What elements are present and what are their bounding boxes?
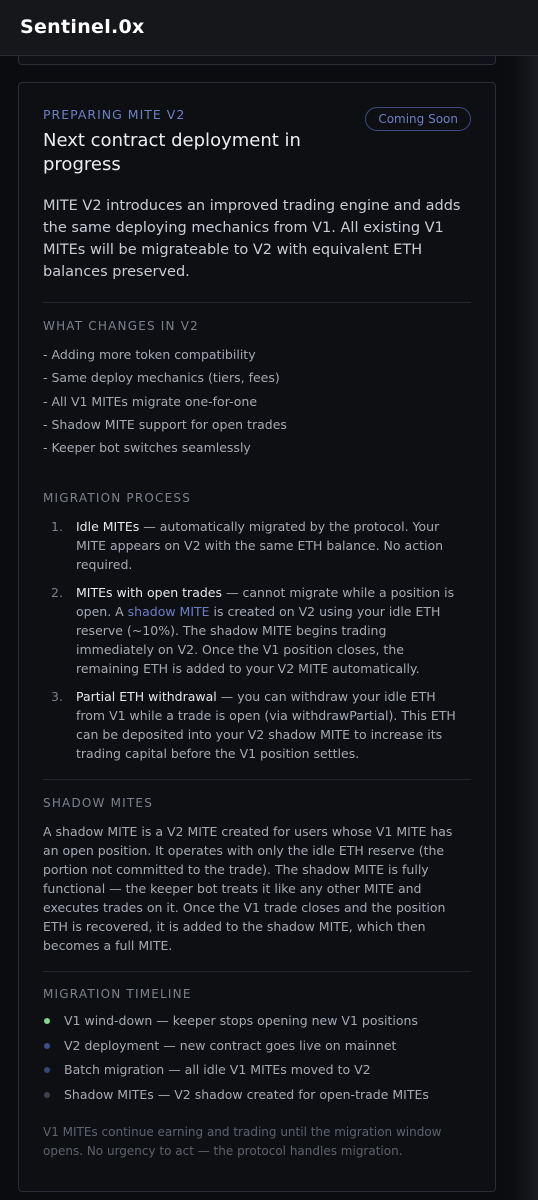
card-kicker: PREPARING MITE V2 (43, 107, 186, 122)
timeline-text: V2 deployment — new contract goes live on mainnet (64, 1037, 397, 1053)
status-badge: Coming Soon (365, 107, 471, 131)
card-title: Next contract deployment in progress (43, 130, 301, 175)
migration-card (18, 82, 496, 1192)
previous-card-edge (18, 56, 496, 65)
timeline-text: V1 wind-down — keeper stops opening new V1 positions (64, 1013, 418, 1028)
step-number: 3. (51, 689, 63, 704)
step-title: Partial ETH withdrawal (76, 689, 217, 704)
migration-step (43, 687, 463, 763)
section-heading-changes: WHAT CHANGES IN V2 (43, 319, 199, 333)
scroll-shade (510, 56, 538, 1200)
timeline-text: Shadow MITEs — V2 shadow created for open-trade MITEs (64, 1086, 429, 1102)
changes-list (43, 343, 287, 459)
divider (43, 779, 471, 780)
section-heading-migration: MIGRATION PROCESS (43, 491, 192, 505)
step-number: 1. (51, 519, 63, 534)
status-dot-icon (44, 1018, 50, 1024)
timeline-item (43, 1058, 429, 1083)
step-text: is created on V2 using your idle ETH reserve (~10%). The shadow MITE begins trading immediately on V2. Once the V1 position closes, the remaining ETH is added to your V2 MITE automatically. (76, 604, 441, 676)
list-item: - All V1 MITEs migrate one-for-one (43, 393, 258, 409)
step-title: MITEs with open trades (76, 585, 222, 600)
divider (43, 971, 471, 972)
shadow-description: A shadow MITE is a V2 MITE created for users whose V1 MITE has an open position. It operates with only the idle ETH reserve (the portion not committed to the trade). The shadow MITE is fully functional — the keeper bot treats it like any other MITE and executes trades on it. Once the V1 trade closes and the position ETH is recovered, it is added to the shadow MITE, which then becomes a full MITE. (43, 824, 453, 953)
timeline-list (43, 1009, 429, 1107)
divider (43, 302, 471, 303)
timeline-item (43, 1034, 429, 1059)
list-item: - Shadow MITE support for open trades (43, 416, 287, 432)
step-text: — you can withdraw your idle ETH from V1 while a trade is open (via withdrawPartial). This ETH can be deposited into your V2 shadow MITE to increase its trading capital before the V1 position settles. (76, 689, 456, 761)
brand-logo[interactable]: Sentinel.0x (20, 16, 145, 38)
migration-step (43, 583, 463, 678)
card-intro: MITE V2 introduces an improved trading engine and adds the same deploying mechanics from V1. All existing V1 MITEs will be migrateable to V2 with equivalent ETH balances preserved. (43, 198, 461, 280)
status-dot-icon (44, 1092, 50, 1098)
timeline-item (43, 1009, 429, 1034)
status-dot-icon (44, 1043, 50, 1049)
list-item: - Keeper bot switches seamlessly (43, 440, 251, 456)
step-text: — cannot migrate while a position is open. A (76, 585, 455, 619)
list-item: - Adding more token compatibility (43, 347, 256, 362)
footnote: V1 MITEs continue earning and trading until the migration window opens. No urgency to act — the protocol handles migration. (43, 1125, 442, 1158)
section-heading-timeline: MIGRATION TIMELINE (43, 987, 192, 1001)
shadow-mite-link[interactable]: shadow MITE (127, 604, 210, 619)
section-heading-shadow: SHADOW MITES (43, 796, 154, 810)
timeline-text: Batch migration — all idle V1 MITEs moved to V2 (64, 1062, 371, 1077)
step-text: — automatically migrated by the protocol. Your MITE appears on V2 with the same ETH balance. No action required. (76, 519, 444, 572)
migration-step (43, 517, 463, 574)
top-bar (0, 0, 538, 56)
timeline-item (43, 1083, 429, 1108)
status-dot-icon (44, 1067, 50, 1073)
step-title: Idle MITEs (76, 519, 140, 534)
step-number: 2. (51, 585, 63, 600)
list-item: - Same deploy mechanics (tiers, fees) (43, 370, 280, 386)
migration-steps (43, 517, 463, 772)
